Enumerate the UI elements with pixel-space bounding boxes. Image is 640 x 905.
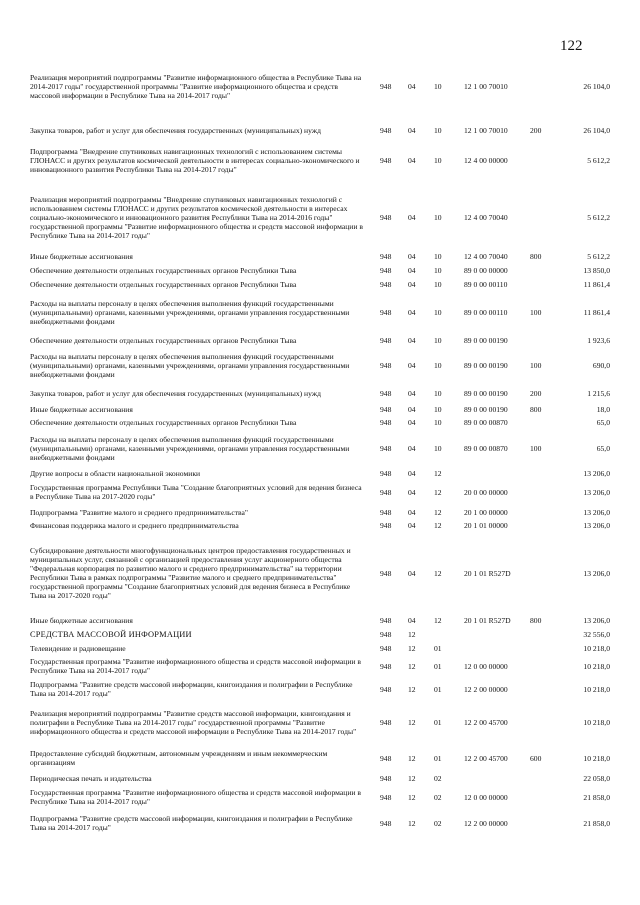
expense-type-code — [530, 772, 552, 784]
row-description: Государственная программа Республики Тыва "Создание благоприятных условий для ведения бизнеса в Республике Тыва на 2017-2020 годы" — [30, 483, 362, 501]
table-row — [0, 68, 640, 104]
table-row — [0, 346, 640, 384]
section-code: 12 — [408, 818, 416, 828]
ministry-code: 948 — [380, 753, 392, 763]
section-code: 04 — [408, 125, 416, 135]
row-description: Иные бюджетные ассигнования — [30, 615, 133, 625]
ministry-code: 948 — [380, 487, 392, 497]
amount-value: 1 923,6 — [587, 335, 610, 345]
section-code: 04 — [408, 417, 416, 427]
section-code: 12 — [408, 684, 416, 694]
ministry-code: 948 — [380, 717, 392, 727]
amount-value: 5 612,2 — [587, 251, 610, 261]
table-row — [0, 278, 640, 290]
subsection-code: 10 — [434, 335, 442, 345]
subsection-code — [434, 628, 450, 640]
section-code: 04 — [408, 81, 416, 91]
amount-value: 13 206,0 — [583, 615, 610, 625]
row-description: Реализация мероприятий подпрограммы "Развитие средств массовой информации, книгоиздания и полиграфии в Республике Тыва на 2014-2017 годы" государственной программы "Развитие информационного общества и средств массовой информации в Республике Тыва на 2014-2017 годы" — [30, 708, 357, 736]
table-row — [0, 264, 640, 276]
subsection-code: 01 — [434, 753, 442, 763]
target-article-code: 12 0 00 00000 — [464, 661, 508, 671]
row-description: Реализация мероприятий подпрограммы "Внедрение спутниковых навигационных технологий с использованием системы ГЛОНАСС и других результатов космической деятельности в интересах социально-экономического и инновационного развития Республики Тыва на 2014-2016 годы" государственной программы "Развитие информационного общества и средств массовой информации в Республике Тыва на 2014-2017 годы" — [30, 194, 363, 240]
expense-type-code — [530, 704, 552, 740]
table-row — [0, 656, 640, 676]
subsection-code: 10 — [434, 417, 442, 427]
ministry-code: 948 — [380, 568, 392, 578]
target-article-code — [464, 628, 536, 640]
expense-type-code — [530, 812, 552, 834]
amount-value: 13 206,0 — [583, 507, 610, 517]
table-row — [0, 678, 640, 700]
subsection-code: 10 — [434, 81, 442, 91]
ministry-code: 948 — [380, 643, 392, 653]
subsection-code: 10 — [434, 307, 442, 317]
subsection-code: 10 — [434, 279, 442, 289]
amount-value: 11 861,4 — [583, 307, 610, 317]
subsection-code: 02 — [434, 773, 442, 783]
subsection-code: 01 — [434, 717, 442, 727]
table-row — [0, 506, 640, 518]
expense-type-code: 800 — [530, 404, 542, 414]
amount-value: 13 206,0 — [583, 487, 610, 497]
section-code: 12 — [408, 629, 416, 639]
subsection-code: 12 — [434, 615, 442, 625]
expense-type-code — [530, 678, 552, 700]
table-row — [0, 467, 640, 479]
target-article-code: 89 0 00 00110 — [464, 307, 508, 317]
expense-type-code: 600 — [530, 753, 542, 763]
target-article-code: 12 4 00 00000 — [464, 155, 508, 165]
section-code: 12 — [408, 773, 416, 783]
section-code: 04 — [408, 265, 416, 275]
table-row — [0, 628, 640, 640]
target-article-code: 12 2 00 45700 — [464, 717, 508, 727]
subsection-code: 01 — [434, 643, 442, 653]
ministry-code: 948 — [380, 335, 392, 345]
expense-type-code: 100 — [530, 443, 542, 453]
subsection-code: 10 — [434, 212, 442, 222]
table-row — [0, 812, 640, 834]
row-description: Телевидение и радиовещание — [30, 643, 126, 653]
row-description: Подпрограмма "Развитие средств массовой информации, книгоиздания и полиграфии в Республике Тыва на 2014-2017 годы" — [30, 680, 353, 698]
section-code: 12 — [408, 661, 416, 671]
row-description: Предоставление субсидий бюджетным, автономным учреждениям и иным некоммерческим организациям — [30, 749, 328, 767]
row-description: Иные бюджетные ассигнования — [30, 404, 133, 414]
section-code: 04 — [408, 155, 416, 165]
amount-value: 26 104,0 — [583, 125, 610, 135]
expense-type-code — [530, 68, 552, 104]
subsection-code: 10 — [434, 404, 442, 414]
subsection-code: 10 — [434, 155, 442, 165]
ministry-code: 948 — [380, 360, 392, 370]
table-row — [0, 403, 640, 415]
section-code: 04 — [408, 251, 416, 261]
table-row — [0, 141, 640, 179]
target-article-code: 20 1 01 R527D — [464, 568, 511, 578]
target-article-code: 20 1 01 00000 — [464, 520, 508, 530]
target-article-code: 12 0 00 00000 — [464, 792, 508, 802]
expense-type-code: 800 — [530, 615, 542, 625]
subsection-code: 10 — [434, 265, 442, 275]
expense-type-code — [530, 642, 552, 654]
expense-type-code: 200 — [530, 125, 542, 135]
section-code: 04 — [408, 212, 416, 222]
target-article-code — [464, 772, 536, 784]
amount-value: 5 612,2 — [587, 212, 610, 222]
subsection-code: 02 — [434, 792, 442, 802]
table-row — [0, 772, 640, 784]
table-row — [0, 536, 640, 610]
table-row — [0, 430, 640, 466]
ministry-code: 948 — [380, 251, 392, 261]
target-article-code: 89 0 00 00190 — [464, 360, 508, 370]
expense-type-code — [530, 656, 552, 676]
row-description: Периодическая печать и издательства — [30, 773, 152, 783]
table-row — [0, 416, 640, 428]
row-description: Закупка товаров, работ и услуг для обеспечения государственных (муниципальных) нужд — [30, 388, 321, 398]
expense-type-code — [530, 278, 552, 290]
row-description: Реализация мероприятий подпрограммы "Развитие информационного общества в Республике Тыва на 2014-2017 годы" государственной программы "Развитие информационного общества и средств массовой информации в Республике Тыва на 2014-2017 годы" — [30, 72, 362, 100]
expense-type-code: 100 — [530, 360, 542, 370]
row-description: Обеспечение деятельности отдельных государственных органов Республики Тыва — [30, 265, 297, 275]
target-article-code: 89 0 00 00870 — [464, 417, 508, 427]
expense-type-code — [530, 333, 552, 347]
ministry-code: 948 — [380, 404, 392, 414]
table-row — [0, 293, 640, 331]
amount-value: 65,0 — [596, 417, 610, 427]
subsection-code: 10 — [434, 388, 442, 398]
amount-value: 22 058,0 — [583, 773, 610, 783]
table-row — [0, 481, 640, 503]
amount-value: 32 556,0 — [583, 629, 610, 639]
section-code: 04 — [408, 468, 416, 478]
row-description: Государственная программа "Развитие информационного общества и средств массовой информации в Республике Тыва на 2014-2017 годы" — [30, 788, 361, 806]
target-article-code — [464, 467, 536, 479]
section-code: 04 — [408, 615, 416, 625]
row-description: Подпрограмма "Развитие средств массовой информации, книгоиздания и полиграфии в Республике Тыва на 2014-2017 годы" — [30, 814, 353, 832]
table-row — [0, 704, 640, 740]
section-code: 04 — [408, 507, 416, 517]
subsection-code: 12 — [434, 487, 442, 497]
row-description: Другие вопросы в области национальной экономики — [30, 468, 201, 478]
expense-type-code — [530, 416, 552, 428]
row-description: Иные бюджетные ассигнования — [30, 251, 133, 261]
row-description: Субсидирование деятельности многофункциональных центров предоставления государственных и муниципальных услуг, связанной с организацией предоставления услуг акционерного общества "Федеральная корпорация по развитию малого и среднего предпринимательства" на территории Республики Тыва в рамках подпрограммы "Развитие малого и среднего предпринимательства" государственной программы "Создание благоприятных условий для ведения бизнеса в Республике Тыва на 2017-2020 годы" — [30, 546, 351, 600]
target-article-code: 20 1 01 R527D — [464, 615, 511, 625]
subsection-code: 01 — [434, 684, 442, 694]
amount-value: 21 858,0 — [583, 818, 610, 828]
table-row — [0, 186, 640, 248]
expense-type-code — [530, 628, 552, 640]
amount-value: 13 206,0 — [583, 468, 610, 478]
target-article-code: 12 4 00 70040 — [464, 212, 508, 222]
expense-type-code: 200 — [530, 388, 542, 398]
table-row — [0, 748, 640, 768]
expense-type-code: 800 — [530, 251, 542, 261]
target-article-code: 89 0 00 00110 — [464, 279, 508, 289]
row-description: Подпрограмма "Внедрение спутниковых навигационных технологий с использованием системы ГЛОНАСС и других результатов космической деятельности в интересах социально-экономического и инновационного развития Республики Тыва на 2014-2017 годы" — [30, 146, 360, 174]
subsection-code: 12 — [434, 507, 442, 517]
section-code: 04 — [408, 360, 416, 370]
expense-type-code: 100 — [530, 307, 542, 317]
row-description: Расходы на выплаты персоналу в целях обеспечения выполнения функций государственными (муниципальными) органами, казенными учреждениями, органами управления государственными внебюджетными фондами — [30, 351, 350, 379]
ministry-code: 948 — [380, 684, 392, 694]
amount-value: 5 612,2 — [587, 155, 610, 165]
target-article-code: 12 2 00 00000 — [464, 818, 508, 828]
expense-type-code — [530, 536, 552, 610]
ministry-code: 948 — [380, 443, 392, 453]
amount-value: 10 218,0 — [583, 717, 610, 727]
ministry-code: 948 — [380, 615, 392, 625]
ministry-code: 948 — [380, 279, 392, 289]
ministry-code: 948 — [380, 468, 392, 478]
section-code: 04 — [408, 279, 416, 289]
row-description: Расходы на выплаты персоналу в целях обеспечения выполнения функций государственными (муниципальными) органами, казенными учреждениями, органами управления государственными внебюджетными фондами — [30, 434, 350, 462]
target-article-code: 12 1 00 70010 — [464, 81, 508, 91]
section-code: 12 — [408, 792, 416, 802]
table-row — [0, 519, 640, 531]
subsection-code: 10 — [434, 125, 442, 135]
ministry-code: 948 — [380, 125, 392, 135]
ministry-code: 948 — [380, 417, 392, 427]
ministry-code: 948 — [380, 661, 392, 671]
table-row — [0, 121, 640, 139]
section-code: 04 — [408, 487, 416, 497]
subsection-code: 10 — [434, 443, 442, 453]
row-description: Обеспечение деятельности отдельных государственных органов Республики Тыва — [30, 335, 297, 345]
table-row — [0, 385, 640, 401]
amount-value: 65,0 — [596, 443, 610, 453]
amount-value: 13 206,0 — [583, 520, 610, 530]
subsection-code: 12 — [434, 520, 442, 530]
expense-type-code — [530, 467, 552, 479]
table-row — [0, 786, 640, 808]
row-description: Подпрограмма "Развитие малого и среднего предпринимательства" — [30, 507, 248, 517]
subsection-code: 12 — [434, 568, 442, 578]
section-code: 04 — [408, 335, 416, 345]
section-code: 12 — [408, 753, 416, 763]
ministry-code: 948 — [380, 520, 392, 530]
amount-value: 10 218,0 — [583, 753, 610, 763]
table-row — [0, 642, 640, 654]
row-description: Финансовая поддержка малого и среднего предпринимательства — [30, 520, 239, 530]
ministry-code: 948 — [380, 155, 392, 165]
row-description: Обеспечение деятельности отдельных государственных органов Республики Тыва — [30, 417, 297, 427]
target-article-code: 89 0 00 00190 — [464, 388, 508, 398]
row-description: СРЕДСТВА МАССОВОЙ ИНФОРМАЦИИ — [30, 629, 192, 639]
section-code: 12 — [408, 643, 416, 653]
expense-type-code — [530, 141, 552, 179]
ministry-code: 948 — [380, 212, 392, 222]
row-description: Обеспечение деятельности отдельных государственных органов Республики Тыва — [30, 279, 297, 289]
row-description: Государственная программа "Развитие информационного общества и средств массовой информации в Республике Тыва на 2014-2017 годы" — [30, 657, 361, 675]
amount-value: 18,0 — [596, 404, 610, 414]
ministry-code: 948 — [380, 388, 392, 398]
table-row — [0, 333, 640, 347]
amount-value: 26 104,0 — [583, 81, 610, 91]
subsection-code: 02 — [434, 818, 442, 828]
target-article-code: 89 0 00 00000 — [464, 265, 508, 275]
table-row — [0, 614, 640, 626]
subsection-code: 10 — [434, 360, 442, 370]
expense-type-code — [530, 786, 552, 808]
ministry-code: 948 — [380, 792, 392, 802]
section-code: 04 — [408, 307, 416, 317]
section-code: 12 — [408, 717, 416, 727]
amount-value: 13 206,0 — [583, 568, 610, 578]
expense-type-code — [530, 481, 552, 503]
expense-type-code — [530, 264, 552, 276]
expense-type-code — [530, 506, 552, 518]
amount-value: 690,0 — [592, 360, 610, 370]
target-article-code: 12 1 00 70010 — [464, 125, 508, 135]
target-article-code: 12 2 00 00000 — [464, 684, 508, 694]
ministry-code: 948 — [380, 818, 392, 828]
amount-value: 10 218,0 — [583, 684, 610, 694]
ministry-code: 948 — [380, 307, 392, 317]
target-article-code: 89 0 00 00190 — [464, 335, 508, 345]
row-description: Расходы на выплаты персоналу в целях обеспечения выполнения функций государственными (муниципальными) органами, казенными учреждениями, органами управления государственными внебюджетными фондами — [30, 298, 350, 326]
page-number: 122 — [560, 38, 583, 54]
ministry-code: 948 — [380, 265, 392, 275]
ministry-code: 948 — [380, 81, 392, 91]
target-article-code — [464, 642, 536, 654]
amount-value: 10 218,0 — [583, 661, 610, 671]
section-code: 04 — [408, 388, 416, 398]
subsection-code: 01 — [434, 661, 442, 671]
expense-type-code — [530, 519, 552, 531]
target-article-code: 20 0 00 00000 — [464, 487, 508, 497]
subsection-code: 12 — [434, 468, 442, 478]
amount-value: 21 858,0 — [583, 792, 610, 802]
target-article-code: 20 1 00 00000 — [464, 507, 508, 517]
amount-value: 1 215,6 — [587, 388, 610, 398]
ministry-code: 948 — [380, 773, 392, 783]
target-article-code: 12 2 00 45700 — [464, 753, 508, 763]
amount-value: 10 218,0 — [583, 643, 610, 653]
section-code: 04 — [408, 443, 416, 453]
expense-type-code — [530, 186, 552, 248]
section-code: 04 — [408, 520, 416, 530]
section-code: 04 — [408, 568, 416, 578]
ministry-code: 948 — [380, 507, 392, 517]
amount-value: 11 861,4 — [583, 279, 610, 289]
section-code: 04 — [408, 404, 416, 414]
target-article-code: 89 0 00 00870 — [464, 443, 508, 453]
subsection-code: 10 — [434, 251, 442, 261]
ministry-code: 948 — [380, 629, 392, 639]
row-description: Закупка товаров, работ и услуг для обеспечения государственных (муниципальных) нужд — [30, 125, 321, 135]
target-article-code: 89 0 00 00190 — [464, 404, 508, 414]
target-article-code: 12 4 00 70040 — [464, 251, 508, 261]
amount-value: 13 850,0 — [583, 265, 610, 275]
table-row — [0, 250, 640, 262]
